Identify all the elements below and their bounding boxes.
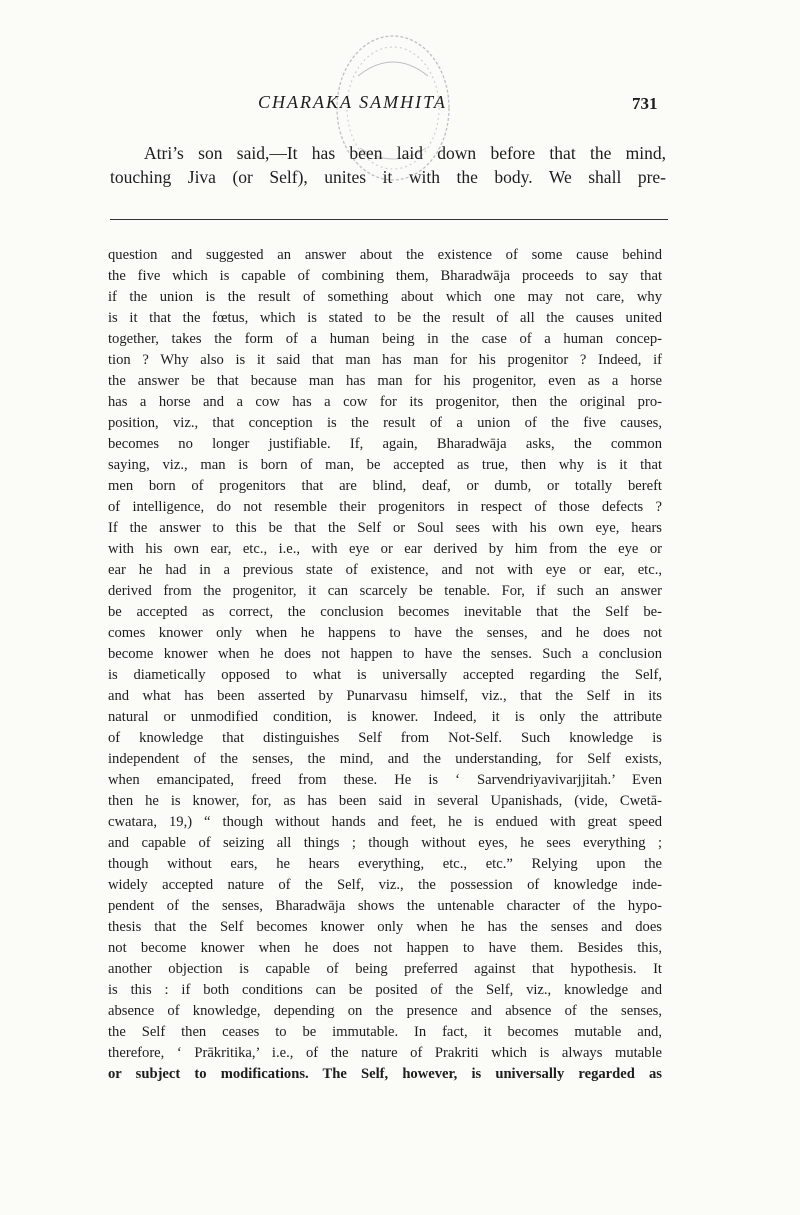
footnote-line: If the answer to this be that the Self or Soul sees with his own eye, hears [108, 520, 662, 536]
footnote-line: and what has been asserted by Punarvasu himself, viz., that the Self in its [108, 688, 662, 704]
footnote-line: absence of knowledge, depending on the presence and absence of the senses, [108, 1003, 662, 1019]
footnote-line: is this : if both conditions can be posited of the Self, viz., knowledge and [108, 982, 662, 998]
footnote-line: becomes no longer justifiable. If, again, Bharadwāja asks, the common [108, 436, 662, 452]
footnote-line: natural or unmodified condition, is knower. Indeed, it is only the attribute [108, 709, 662, 725]
footnote-line: widely accepted nature of the Self, viz., the possession of knowledge inde- [108, 877, 662, 893]
page-number: 731 [632, 94, 658, 113]
footnote-line: therefore, ‘ Prākritika,’ i.e., of the nature of Prakriti which is always mutable [108, 1045, 662, 1061]
footnote-line: cwatara, 19,) “ though without hands and feet, he is endued with great speed [108, 814, 662, 830]
footnote-line: comes knower only when he happens to have the senses, and he does not [108, 625, 662, 641]
footnote-line: ear he had in a previous state of existence, and not with eye or ear, etc., [108, 562, 662, 578]
footnote-line: then he is knower, for, as has been said in several Upanishads, (vide, Cwetā- [108, 793, 662, 809]
footnote-line: another objection is capable of being preferred against that hypothesis. It [108, 961, 662, 977]
footnote-line: has a horse and a cow has a cow for its progenitor, then the original pro- [108, 394, 662, 410]
footnote-line: derived from the progenitor, it can scarcely be tenable. For, if such an answer [108, 583, 662, 599]
page-header [0, 92, 800, 122]
footnote-line: the answer be that because man has man for his progenitor, even as a horse [108, 373, 662, 389]
footnote-line: of knowledge that distinguishes Self from Not-Self. Such knowledge is [108, 730, 662, 746]
footnote-line: tion ? Why also is it said that man has man for his progenitor ? Indeed, if [108, 352, 662, 368]
footnote-line: become knower when he does not happen to have the senses. Such a conclusion [108, 646, 662, 662]
running-title: CHARAKA SAMHITA [258, 92, 447, 112]
footnote-line: pendent of the senses, Bharadwāja shows the untenable character of the hypo- [108, 898, 662, 914]
footnote-line: the five which is capable of combining them, Bharadwāja proceeds to say that [108, 268, 662, 284]
footnote-line: when emancipated, freed from these. He is ‘ Sarvendriyavivarjjitah.’ Even [108, 772, 662, 788]
footnote-line: men born of progenitors that are blind, deaf, or dumb, or totally bereft [108, 478, 662, 494]
main-text-line: Atri’s son said,—It has been laid down before that the mind, [144, 143, 666, 163]
footnote-line: together, takes the form of a human being in the case of a human concep- [108, 331, 662, 347]
footnote-line: position, viz., that conception is the result of a union of the five causes, [108, 415, 662, 431]
footnote-line: is diametically opposed to what is universally accepted regarding the Self, [108, 667, 662, 683]
footnote-line: if the union is the result of something about which one may not care, why [108, 289, 662, 305]
main-text [110, 141, 666, 189]
footnote-line: of intelligence, do not resemble their progenitors in respect of those defects ? [108, 499, 662, 515]
main-text-line: touching Jiva (or Self), unites it with the body. We shall pre- [110, 167, 666, 187]
footnote-line: with his own ear, etc., i.e., with eye or ear derived by him from the eye or [108, 541, 662, 557]
footnote-line: though without ears, he hears everything, etc., etc.” Relying upon the [108, 856, 662, 872]
footnote [108, 245, 662, 1085]
footnote-line: is it that the fœtus, which is stated to be the result of all the causes united [108, 310, 662, 326]
footnote-line: saying, viz., man is born of man, be accepted as true, then why is it that [108, 457, 662, 473]
footnote-line: not become knower when he does not happen to have them. Besides this, [108, 940, 662, 956]
footnote-line: independent of the senses, the mind, and the understanding, for Self exists, [108, 751, 662, 767]
footnote-line: or subject to modifications. The Self, however, is universally regarded as [108, 1066, 662, 1082]
footnote-line: and capable of seizing all things ; though without eyes, he sees everything ; [108, 835, 662, 851]
footnote-line: be accepted as correct, the conclusion becomes inevitable that the Self be- [108, 604, 662, 620]
footnote-line: question and suggested an answer about the existence of some cause behind [108, 247, 662, 263]
footnote-line: thesis that the Self becomes knower only when he has the senses and does [108, 919, 662, 935]
footnote-divider [110, 219, 668, 220]
footnote-line: the Self then ceases to be immutable. In fact, it becomes mutable and, [108, 1024, 662, 1040]
